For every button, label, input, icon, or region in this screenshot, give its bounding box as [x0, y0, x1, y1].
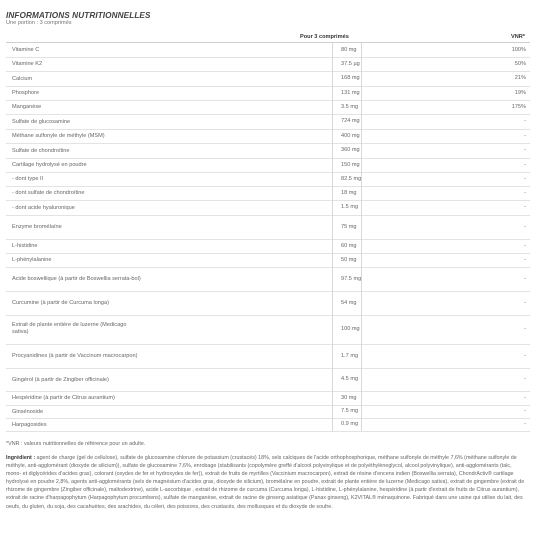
nutrient-vnr: - — [524, 394, 526, 401]
table-row — [6, 200, 530, 216]
nutrient-vnr: - — [524, 175, 526, 182]
nutrient-name: - dont acide hyaluronique — [12, 204, 75, 211]
table-row — [6, 391, 530, 406]
nutrient-name: Vitamine C — [12, 47, 40, 53]
nutrient-name: Cartilage hydrolysé en poudre — [12, 162, 87, 168]
table-row — [6, 172, 530, 187]
nutrient-name: Phosphore — [12, 90, 40, 96]
nutrient-amount: 7.5 mg — [341, 408, 359, 414]
nutrient-vnr: 100% — [511, 46, 526, 53]
nutrient-vnr: - — [524, 223, 526, 230]
nutrient-vnr: - — [524, 242, 526, 249]
nutrient-amount: 50 mg — [341, 256, 357, 263]
nutrient-amount: 80 mg — [341, 46, 357, 53]
nutrient-amount: 37.5 µg — [341, 60, 360, 67]
nutrient-vnr: - — [524, 408, 526, 414]
nutrient-amount: 97.5 mg — [341, 275, 362, 282]
nutrient-amount: 60 mg — [341, 242, 357, 249]
nutrient-amount: 150 mg — [341, 161, 360, 168]
nutrient-name: - dont sulfate de chondroïtine — [12, 190, 85, 196]
table-row — [6, 86, 530, 101]
nutrient-vnr: - — [524, 326, 526, 332]
nutrient-vnr: - — [524, 118, 526, 124]
ingredients-text: agent de charge (gel de cellulose), sulfate de glucosamine chlorure de potassium (crustacés) 18%, sels calciques de l'acide orthophosphorique, méthane sulfonyle de méthyle 7,6% (méthane sulfonyle de méthyle, anti-agglomérant (dioxyde de silicium)), sulfate de glucosamine 7,6%, enrobage (stabilisants (copolymère greffé d'alcool polyvinylique et de polyéthylèneglycol, alcool polyvinylique), anti-agglomérants (talc, mono- et diglycérides d'acides gras), colorant (oxydes de fer et hydroxydes de fer)), extrait de fruits de myrtilles (Vaccinium macrocarpon), extrait de résine d'encens indien (Boswellia serrata), ChondrActiv® cartilage hydrolysé en poudre 2,8%, agents anti-agglomérants (sels de magnésium d'acides gras, dioxyde de silicium), bromélaïne en poudre, extrait de plante entière de luzerne (Medicago sativa), extrait de gingembre (extrait de rhizome de gingembre (Zingiber officinale), maltodextrine), acide L-ascorbique , extrait de rhizome de curcuma (Curcuma longa), L-histidine, L-phénylalanine, hespéridine (à partir d'extrait de fruits de Citrus aurantium), extrait de racine d'harpagophytum (Harpagophytum procumbens), sulfate de manganèse, extrait de racine de ginseng asiatique (Panax ginseng), K2VITAL® ménaquinone. Fabriqué dans une usine qui utilise du lait, des oeufs, du gluten, du soja, des cacahuètes, des arachides, du céleri, des poissons, des crustacés, des mollusques et du dioxyde de soufre. — [6, 455, 525, 510]
serving-subtitle: Une portion : 3 comprimés — [6, 20, 72, 26]
nutrient-amount: 30 mg — [341, 394, 357, 401]
table-row — [6, 129, 530, 144]
nutrient-amount: 131 mg — [341, 89, 360, 96]
vnr-column-header: VNR* — [511, 34, 525, 40]
nutrient-amount: 360 mg — [341, 147, 360, 153]
nutrient-amount: 18 mg — [341, 189, 357, 196]
nutrient-amount: 3.5 mg — [341, 103, 359, 110]
vnr-column-divider — [361, 43, 362, 431]
nutrient-name: Vitamine K2 — [12, 61, 43, 67]
table-row — [6, 418, 530, 432]
ingredients-label: Ingrédient : — [6, 455, 36, 461]
nutrient-vnr: - — [524, 421, 526, 427]
nutrient-amount: 1.7 mg — [341, 352, 359, 359]
nutrient-amount: 168 mg — [341, 75, 360, 81]
table-row — [6, 57, 530, 72]
nutrient-vnr: - — [524, 299, 526, 306]
table-row — [6, 186, 530, 201]
nutrient-name: Acide boswellique (à partir de Boswellia serrata-bol) — [12, 276, 141, 282]
nutrient-vnr: - — [524, 161, 526, 168]
nutrient-name: Curcumine (à partir de Curcuma longa) — [12, 300, 109, 306]
amount-column-header: Pour 3 comprimés — [300, 34, 349, 40]
table-row — [6, 158, 530, 173]
table-row — [6, 344, 530, 369]
table-row — [6, 405, 530, 419]
nutrient-vnr: - — [524, 132, 526, 139]
nutrient-name: Méthane sulfonyle de méthyle (MSM) — [12, 133, 105, 139]
page-title: INFORMATIONS NUTRITIONNELLES — [6, 11, 151, 20]
table-row — [6, 239, 530, 254]
table-row — [6, 100, 530, 115]
nutrient-vnr: 19% — [514, 89, 526, 96]
nutrient-amount: 0.9 mg — [341, 421, 359, 427]
nutrient-name: Enzyme bromélaïne — [12, 224, 62, 230]
table-row — [6, 291, 530, 316]
nutrient-vnr: - — [524, 256, 526, 263]
nutrient-amount: 54 mg — [341, 299, 357, 306]
nutrient-vnr: - — [524, 204, 526, 210]
nutrient-amount: 82.5 mg — [341, 175, 362, 182]
table-row — [6, 267, 530, 292]
nutrient-name: Calcium — [12, 75, 33, 82]
nutrient-vnr: 21% — [514, 75, 526, 81]
nutrient-vnr: - — [524, 189, 526, 196]
nutrient-amount: 400 mg — [341, 132, 360, 139]
nutrient-name: Extrait de plante entière de luzerne (Medicago sativa) — [12, 321, 127, 335]
nutrient-vnr: - — [524, 147, 526, 153]
nutrient-name: L-phénylalanine — [12, 257, 52, 263]
nutrient-amount: 100 mg — [341, 326, 360, 332]
table-row — [6, 315, 530, 345]
table-row — [6, 71, 530, 87]
nutrient-name: Procyanidines (à partir de Vaccinum macrocarpon) — [12, 353, 138, 359]
nutrient-amount: 4.5 mg — [341, 376, 359, 382]
nutrient-vnr: - — [524, 275, 526, 282]
ingredients-paragraph — [6, 454, 528, 511]
nutrient-vnr: 175% — [511, 103, 526, 110]
table-row — [6, 114, 530, 130]
nutrient-name: Gingérol (à partir de Zingiber officinale) — [12, 376, 109, 383]
nutrient-vnr: 50% — [514, 60, 526, 67]
table-row — [6, 43, 530, 58]
nutrient-name: - dont type II — [12, 176, 44, 182]
nutrient-amount: 75 mg — [341, 223, 357, 230]
nutrient-name: Manganèse — [12, 104, 42, 110]
nutrient-name: Sulfate de chondroïtine — [12, 147, 70, 154]
vnr-footnote: *VNR : valeurs nutritionnelles de référence pour un adulte. — [6, 441, 146, 447]
nutrient-name: Harpagosides — [12, 421, 47, 428]
table-row — [6, 368, 530, 392]
nutrient-amount: 724 mg — [341, 118, 360, 124]
nutrient-amount: 1.5 mg — [341, 204, 359, 210]
table-row — [6, 143, 530, 159]
nutrient-name: L-histidine — [12, 243, 38, 249]
table-row — [6, 253, 530, 268]
nutrient-name: Hespéridine (à partir de Citrus aurantium) — [12, 395, 115, 401]
nutrient-vnr: - — [524, 376, 526, 382]
nutrient-name: Sulfate de glucosamine — [12, 118, 71, 125]
table-row — [6, 215, 530, 240]
nutrient-name: Ginsénoside — [12, 408, 44, 415]
nutrient-vnr: - — [524, 352, 526, 359]
amount-column-divider — [332, 43, 333, 431]
